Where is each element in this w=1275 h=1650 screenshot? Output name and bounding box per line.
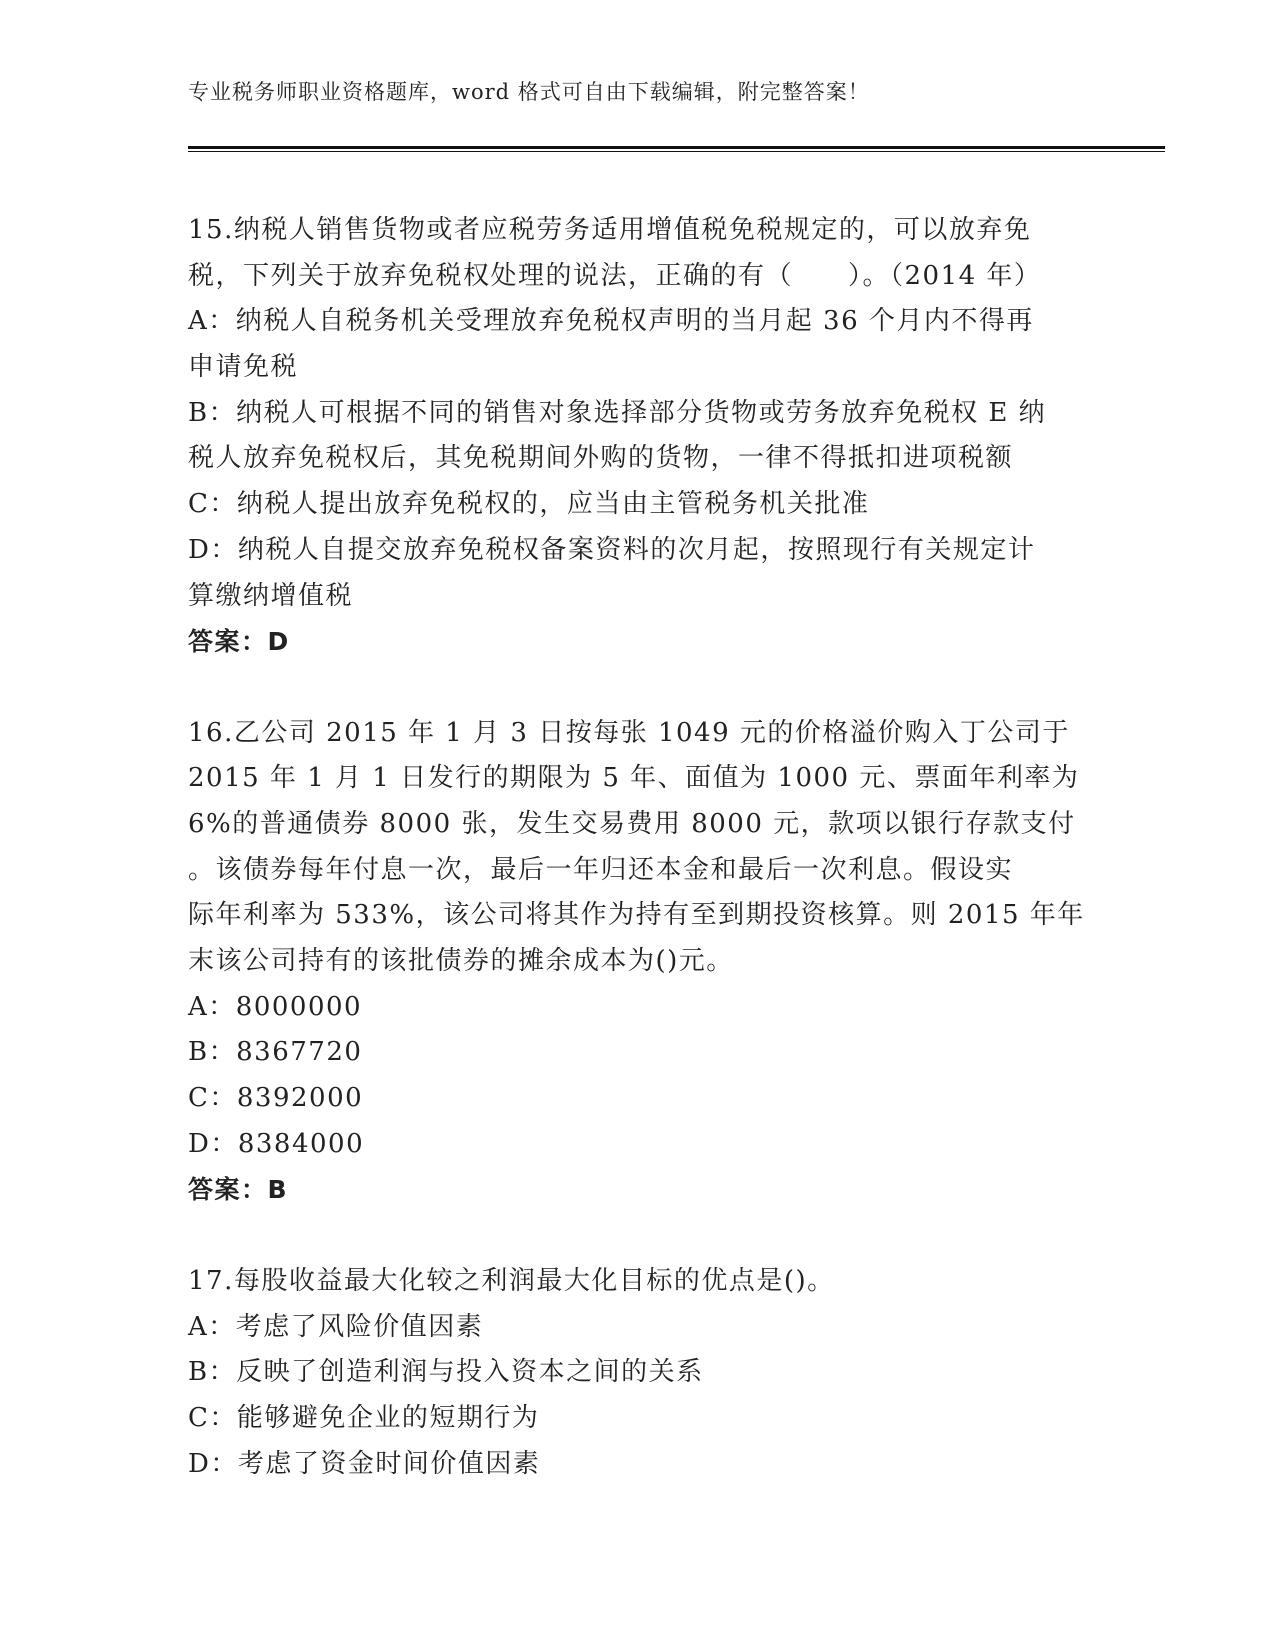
- question-list: [188, 208, 1088, 1487]
- question-stem-line: 税，下列关于放弃免税权处理的说法，正确的有（ ）。（2014 年）: [188, 260, 1042, 291]
- question-stem-line: 17.每股收益最大化较之利润最大化目标的优点是()。: [188, 1265, 835, 1296]
- option-c: C：能够避免企业的短期行为: [188, 1402, 540, 1433]
- question-stem-line: 15.纳税人销售货物或者应税劳务适用增值税免税规定的，可以放弃免: [188, 215, 1032, 245]
- question-17: [188, 1259, 1088, 1487]
- option-d: D：8384000: [188, 1128, 365, 1159]
- header-rule-thick: [188, 146, 1165, 149]
- option-b-continued: 税人放弃免税权后，其免税期间外购的货物，一律不得抵扣进项税额: [188, 443, 1014, 474]
- question-stem-line: 。该债券每年付息一次，最后一年归还本金和最后一次利息。假设实: [188, 854, 1014, 885]
- answer-label: 答案：D: [188, 627, 290, 657]
- question-gap: [188, 665, 1088, 711]
- option-d: D：考虑了资金时间价值因素: [188, 1448, 541, 1479]
- question-gap: [188, 1213, 1088, 1259]
- option-c: C：纳税人提出放弃免税权的，应当由主管税务机关批准: [188, 489, 870, 520]
- question-stem-line: 际年利率为 533%，该公司将其作为持有至到期投资核算。则 2015 年年: [188, 900, 1085, 931]
- option-b: B：反映了创造利润与投入资本之间的关系: [188, 1357, 704, 1388]
- option-b: B：8367720: [188, 1037, 363, 1068]
- option-a: A：纳税人自税务机关受理放弃免税权声明的当月起 36 个月内不得再: [188, 306, 1034, 337]
- option-d-continued: 算缴纳增值税: [188, 580, 354, 611]
- option-d: D：纳税人自提交放弃免税权备案资料的次月起，按照现行有关规定计: [188, 534, 1036, 565]
- option-a: A：考虑了风险价值因素: [188, 1311, 484, 1342]
- option-c: C：8392000: [188, 1083, 364, 1114]
- option-a: A：8000000: [188, 991, 363, 1022]
- header-rule-thin: [188, 151, 1165, 152]
- option-b: B：纳税人可根据不同的销售对象选择部分货物或劳务放弃免税权 E 纳: [188, 397, 1047, 428]
- question-stem-line: 2015 年 1 月 1 日发行的期限为 5 年、面值为 1000 元、票面年利率为: [188, 763, 1080, 794]
- question-16: [188, 711, 1088, 1214]
- question-stem-line: 16.乙公司 2015 年 1 月 3 日按每张 1049 元的价格溢价购入丁公司于: [188, 717, 1070, 748]
- question-stem-line: 6%的普通债券 8000 张，发生交易费用 8000 元，款项以银行存款支付: [188, 808, 1076, 839]
- option-a-continued: 申请免税: [188, 352, 299, 383]
- header-text: 专业税务师职业资格题库，word 格式可自由下载编辑，附完整答案！: [188, 80, 870, 104]
- question-15: [188, 208, 1088, 665]
- question-stem-line: 末该公司持有的该批债券的摊余成本为()元。: [188, 946, 734, 976]
- answer-label: 答案：B: [188, 1175, 289, 1205]
